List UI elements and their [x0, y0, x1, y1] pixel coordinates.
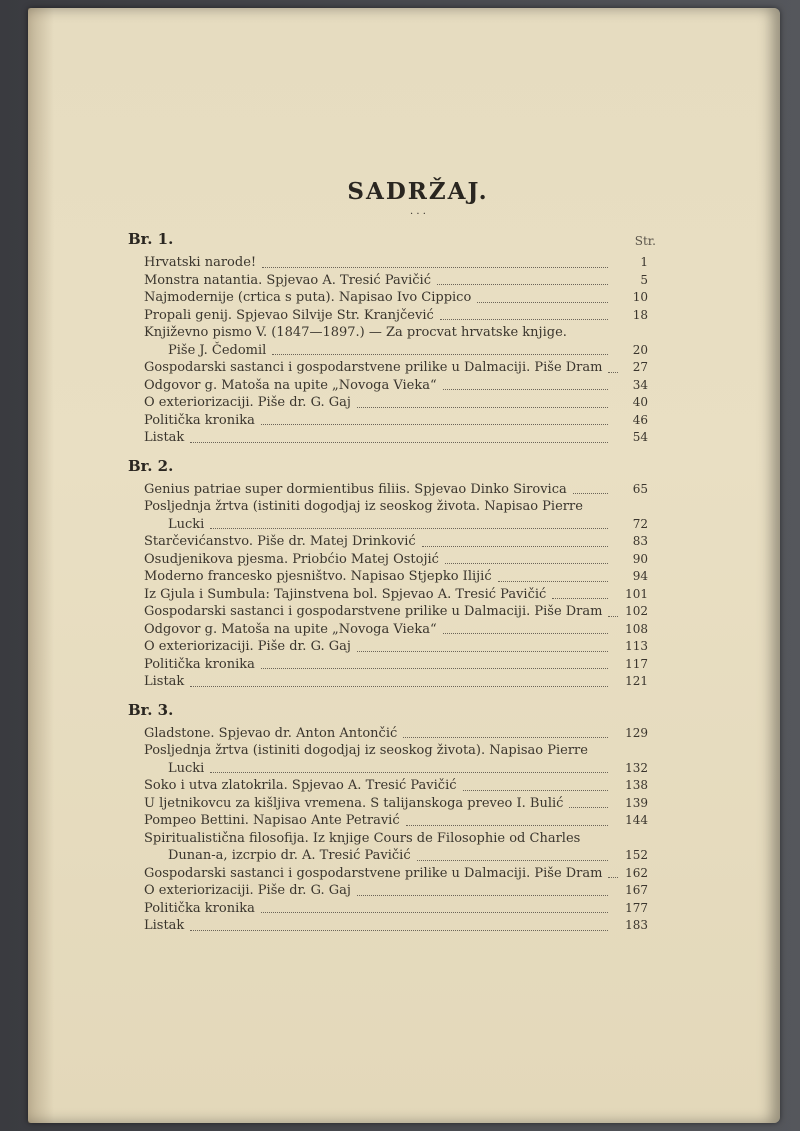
entry-title: Gospodarski sastanci i gospodarstvene prilike u Dalmaciji. Piše Dram [144, 360, 603, 375]
dot-leader [608, 616, 618, 617]
dot-leader [437, 284, 608, 285]
entry-page-number: 183 [625, 918, 648, 932]
toc-entry [128, 324, 648, 342]
entry-title: Književno pismo V. (1847—1897.) — Za procvat hrvatske knjige. [144, 325, 567, 340]
dot-leader [357, 895, 608, 896]
entry-title: Posljednja žrtva (istiniti dogodjaj iz seoskog života). Napisao Pierre [144, 743, 588, 758]
entry-title: Starčevićanstvo. Piše dr. Matej Drinković [144, 534, 416, 549]
entry-page-number: 90 [632, 551, 648, 566]
dot-leader [357, 407, 608, 408]
entry-page-number: 18 [632, 307, 648, 322]
entry-title: Gladstone. Spjevao dr. Anton Antončić [144, 725, 398, 741]
entry-title: Listak [144, 918, 185, 933]
table-of-contents [128, 178, 656, 935]
dot-leader [357, 651, 608, 652]
entry-page-number: 177 [625, 900, 648, 915]
dot-leader [608, 372, 618, 373]
entry-title: Gospodarski sastanci i gospodarstvene prilike u Dalmaciji. Piše Dram [144, 865, 603, 881]
entry-page-number: 162 [625, 865, 648, 880]
entry-page-number: 144 [625, 813, 648, 827]
dot-leader [210, 772, 608, 773]
entry-title: Najmodernije (crtica s puta). Napisao Ivo Cippico [144, 290, 472, 305]
entry-page-number: 94 [632, 569, 648, 583]
toc-entry [128, 429, 648, 447]
entry-page-number: 83 [632, 534, 648, 548]
page-column-header: Str. [634, 234, 656, 248]
dot-leader [573, 493, 608, 494]
entry-page-number: 167 [625, 883, 648, 897]
toc-entry [128, 412, 648, 430]
entry-page-number: 27 [632, 360, 648, 374]
entry-page-number: 117 [625, 656, 648, 671]
page-title: SADRŽAJ. [347, 178, 489, 205]
entry-title: U ljetnikovcu za kišljiva vremena. S talijanskoga preveo I. Bulić [144, 795, 564, 811]
entry-page-number: 46 [632, 412, 648, 427]
entry-page-number: 10 [632, 290, 648, 304]
toc-entry [128, 777, 648, 795]
entry-title: Gospodarski sastanci i gospodarstvene prilike u Dalmaciji. Piše Dram [144, 604, 603, 619]
section-title: Br. 1. [128, 230, 174, 248]
dot-leader [445, 563, 608, 564]
dot-leader [463, 790, 608, 791]
entry-page-number: 108 [625, 621, 648, 636]
toc-entry [128, 568, 648, 586]
dot-leader [443, 633, 608, 634]
entry-title: Lucki [168, 760, 205, 776]
toc-entry [128, 603, 648, 621]
toc-entry [128, 882, 648, 900]
toc-entry [128, 481, 648, 499]
entry-title: Moderno francesko pjesništvo. Napisao Stjepko Ilijić [144, 569, 492, 584]
entry-title: O exteriorizaciji. Piše dr. G. Gaj [144, 639, 351, 654]
toc-entry [128, 272, 648, 290]
entry-title: Monstra natantia. Spjevao A. Tresić Pavičić [144, 272, 431, 288]
toc-entry [128, 638, 648, 656]
dot-leader [190, 686, 608, 687]
dot-leader [261, 424, 608, 425]
entry-title: Listak [144, 430, 185, 445]
entry-title: Odgovor g. Matoša na upite „Novoga Vieka“ [144, 377, 437, 393]
entry-title: Genius patriae super dormientibus filiis. Spjevao Dinko Sirovica [144, 481, 567, 497]
dot-leader [262, 267, 608, 268]
entry-title: Iz Gjula i Sumbula: Tajinstvena bol. Spjevao A. Tresić Pavičić [144, 586, 547, 602]
toc-entry [128, 359, 648, 377]
toc-entry [128, 516, 648, 534]
section-title: Br. 2. [128, 456, 174, 475]
dot-leader [417, 860, 608, 861]
dot-leader [422, 546, 608, 547]
entry-title: Politička kronika [144, 900, 255, 916]
dot-leader [569, 807, 608, 808]
section-header [128, 230, 656, 248]
dot-leader [403, 737, 608, 738]
toc-entry [128, 760, 648, 778]
dot-leader [552, 598, 608, 599]
dot-leader [210, 528, 608, 529]
entry-title: Propali genij. Spjevao Silvije Str. Kranjčević [144, 307, 434, 323]
entry-title: Politička kronika [144, 412, 255, 428]
toc-entry [128, 254, 648, 272]
toc-entry [128, 917, 648, 935]
toc-entry [128, 742, 648, 760]
entry-page-number: 113 [625, 639, 648, 653]
entry-page-number: 40 [632, 395, 648, 409]
entry-title: Osudjenikova pjesma. Priobćio Matej Ostojić [144, 551, 439, 567]
entry-page-number: 1 [640, 255, 648, 269]
dot-leader [608, 877, 618, 878]
entry-page-number: 102 [625, 604, 648, 618]
dot-leader [190, 930, 608, 931]
toc-entry [128, 307, 648, 325]
entry-title: Posljednja žrtva (istiniti dogodjaj iz seoskog života. Napisao Pierre [144, 499, 583, 514]
entry-title: Pompeo Bettini. Napisao Ante Petravić [144, 813, 400, 828]
toc-entry [128, 533, 648, 551]
section-title: Br. 3. [128, 700, 174, 719]
section-header [128, 457, 648, 475]
dot-leader [440, 319, 608, 320]
dot-leader [272, 354, 608, 355]
dot-leader [261, 912, 608, 913]
book-page [28, 8, 780, 1123]
entry-title: Piše J. Čedomil [168, 342, 267, 358]
toc-entry [128, 795, 648, 813]
toc-entry [128, 342, 648, 360]
entry-page-number: 5 [640, 272, 648, 287]
entry-page-number: 138 [625, 778, 648, 792]
entry-page-number: 129 [625, 725, 648, 740]
section-header [128, 701, 648, 719]
entry-page-number: 20 [632, 342, 648, 357]
toc-entry [128, 725, 648, 743]
entry-title: Politička kronika [144, 656, 255, 672]
entry-page-number: 121 [625, 674, 648, 688]
dot-leader [261, 668, 608, 669]
toc-entry [128, 656, 648, 674]
entry-page-number: 101 [625, 586, 648, 601]
dot-leader [190, 442, 608, 443]
entry-title: O exteriorizaciji. Piše dr. G. Gaj [144, 883, 351, 898]
toc-entry [128, 673, 648, 691]
toc-entry [128, 830, 648, 848]
entry-page-number: 132 [625, 760, 648, 775]
entry-title: Listak [144, 674, 185, 689]
toc-entry [128, 498, 648, 516]
entry-page-number: 152 [625, 848, 648, 862]
toc-entry [128, 900, 648, 918]
entry-title: Soko i utva zlatokrila. Spjevao A. Tresić Pavičić [144, 778, 457, 793]
toc-entry [128, 812, 648, 830]
entry-page-number: 65 [632, 481, 648, 496]
dot-leader [443, 389, 608, 390]
toc-entry [128, 865, 648, 883]
entry-page-number: 72 [632, 516, 648, 531]
entry-title: Dunan-a, izcrpio dr. A. Tresić Pavičić [168, 848, 411, 863]
entry-title: O exteriorizaciji. Piše dr. G. Gaj [144, 395, 351, 410]
dot-leader [406, 825, 608, 826]
entry-title: Spiritualistična filosofija. Iz knjige Cours de Filosophie od Charles [144, 830, 581, 846]
entry-title: Hrvatski narode! [144, 255, 257, 270]
toc-entry [128, 621, 648, 639]
dot-leader [498, 581, 608, 582]
sections-container [128, 230, 656, 935]
toc-entry [128, 847, 648, 865]
toc-section [128, 230, 656, 447]
toc-entry [128, 394, 648, 412]
entry-page-number: 139 [625, 795, 648, 810]
entry-title: Lucki [168, 516, 205, 532]
entry-page-number: 54 [632, 430, 648, 444]
toc-entry [128, 289, 648, 307]
toc-section [128, 701, 648, 935]
entry-page-number: 34 [632, 377, 648, 392]
toc-entry [128, 551, 648, 569]
dot-leader [477, 302, 608, 303]
toc-entry [128, 377, 648, 395]
entry-title: Odgovor g. Matoša na upite „Novoga Vieka“ [144, 621, 437, 637]
title-ornament: · · · [410, 209, 426, 220]
toc-section [128, 457, 648, 691]
toc-entry [128, 586, 648, 604]
